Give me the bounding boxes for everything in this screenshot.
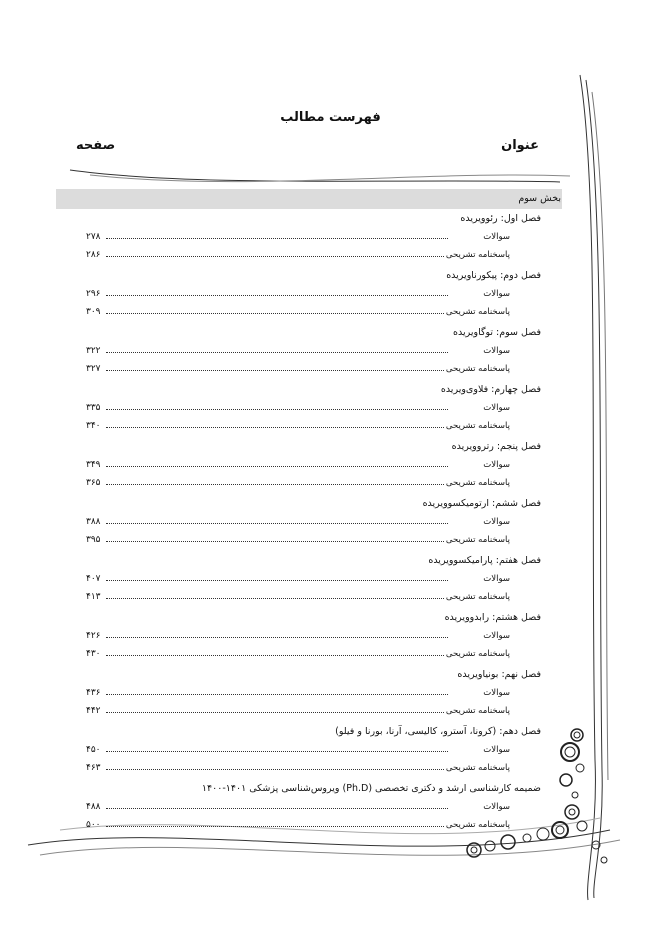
toc-entry[interactable] [86,649,510,663]
toc-entry[interactable] [86,364,510,378]
chapter-title: ضمیمه کارشناسی ارشد و دکتری تخصصی (Ph.D) ویروس‌شناسی پزشکی ۱۴۰۱-۱۴۰۰ [201,783,541,794]
chapter-title: فصل دهم: (کرونا، آسترو، کالیسی، آرنا، بورنا و فیلو) [335,726,541,737]
entry-label: پاسخنامه تشریحی [445,763,510,773]
dot-leader [106,655,448,656]
entry-label: سوالات [483,346,510,356]
dot-leader [106,580,448,581]
entry-label: سوالات [483,802,510,812]
page-number: ۴۵۰ [86,745,101,755]
toc-entry[interactable] [86,574,510,588]
dot-leader [106,370,448,371]
chapter-title: فصل دوم: پیکورناویریده [446,270,541,281]
entry-label: پاسخنامه تشریحی [445,478,510,488]
toc-entry[interactable] [86,460,510,474]
entry-label: سوالات [483,745,510,755]
toc-entry[interactable] [86,403,510,417]
toc-entry[interactable] [86,289,510,303]
dot-leader [106,484,448,485]
toc-entry[interactable] [86,763,510,777]
dot-leader [106,256,448,257]
page-number: ۳۴۰ [86,421,101,431]
entry-label: پاسخنامه تشریحی [445,649,510,659]
dot-leader [106,466,448,467]
toc-entry[interactable] [86,232,510,246]
chapter-title: فصل هفتم: پارامیکسوویریده [428,555,541,566]
toc-entry[interactable] [86,478,510,492]
page-number: ۳۲۲ [86,346,101,356]
dot-leader [106,769,448,770]
toc-entry[interactable] [86,421,510,435]
page-number: ۴۸۸ [86,802,101,812]
section-band [56,189,562,209]
dot-leader [106,295,448,296]
entry-label: پاسخنامه تشریحی [445,706,510,716]
chapter-title: فصل اول: رئوویریده [460,213,541,224]
entry-label: سوالات [483,688,510,698]
dot-leader [106,826,448,827]
entry-label: پاسخنامه تشریحی [445,364,510,374]
toc-entry[interactable] [86,535,510,549]
chapter-title: فصل هشتم: رابدوویریده [444,612,541,623]
entry-label: پاسخنامه تشریحی [445,592,510,602]
dot-leader [106,238,448,239]
entry-label: سوالات [483,631,510,641]
dot-leader [106,712,448,713]
entry-label: سوالات [483,517,510,527]
entry-label: پاسخنامه تشریحی [445,307,510,317]
page-title: فهرست مطالب [280,110,381,125]
entry-label: سوالات [483,289,510,299]
toc-entry[interactable] [86,250,510,264]
toc-entry[interactable] [86,592,510,606]
dot-leader [106,598,448,599]
entry-label: سوالات [483,574,510,584]
page-number: ۲۷۸ [86,232,101,242]
toc-entry[interactable] [86,631,510,645]
page-number: ۳۴۹ [86,460,101,470]
toc-entry[interactable] [86,346,510,360]
right-border-curve [580,75,595,900]
toc-entry[interactable] [86,307,510,321]
page-number: ۴۰۷ [86,574,101,584]
page-number: ۳۹۵ [86,535,101,545]
page-number: ۳۲۷ [86,364,101,374]
chapter-title: فصل ششم: ارتومیکسوویریده [422,498,541,509]
page-number: ۳۸۸ [86,517,101,527]
entry-label: پاسخنامه تشریحی [445,820,510,830]
entry-label: پاسخنامه تشریحی [445,250,510,260]
dot-leader [106,427,448,428]
chapter-title: فصل چهارم: فلاوی‌ویریده [440,384,541,395]
column-heading-page: صفحه [76,138,116,153]
entry-label: سوالات [483,460,510,470]
toc-entry[interactable] [86,688,510,702]
dot-leader [106,751,448,752]
page-number: ۴۶۳ [86,763,101,773]
page-number: ۳۶۵ [86,478,101,488]
chapter-title: فصل سوم: توگاویریده [452,327,541,338]
toc-entry[interactable] [86,517,510,531]
dot-leader [106,541,448,542]
dot-leader [106,523,448,524]
chapter-title: فصل پنجم: رتروویریده [451,441,541,452]
entry-label: سوالات [483,232,510,242]
dot-leader [106,637,448,638]
toc-entry[interactable] [86,820,510,834]
dot-leader [106,352,448,353]
page-number: ۴۳۰ [86,649,101,659]
entry-label: سوالات [483,403,510,413]
page-number: ۳۰۹ [86,307,101,317]
page-number: ۵۰۰ [86,820,101,830]
section-label: بخش سوم [518,193,561,204]
toc-entry[interactable] [86,706,510,720]
page-number: ۴۱۳ [86,592,101,602]
dot-leader [106,694,448,695]
toc-entry[interactable] [86,745,510,759]
entry-label: پاسخنامه تشریحی [445,535,510,545]
entry-label: پاسخنامه تشریحی [445,421,510,431]
column-heading-title: عنوان [501,138,539,153]
page-number: ۲۸۶ [86,250,101,260]
dot-leader [106,808,448,809]
page-number: ۴۳۶ [86,688,101,698]
page-number: ۴۴۲ [86,706,101,716]
dot-leader [106,409,448,410]
toc-entry[interactable] [86,802,510,816]
dot-leader [106,313,448,314]
page-number: ۴۲۶ [86,631,101,641]
chapter-title: فصل نهم: بونیاویریده [457,669,541,680]
page-number: ۳۳۵ [86,403,101,413]
page-number: ۲۹۶ [86,289,101,299]
